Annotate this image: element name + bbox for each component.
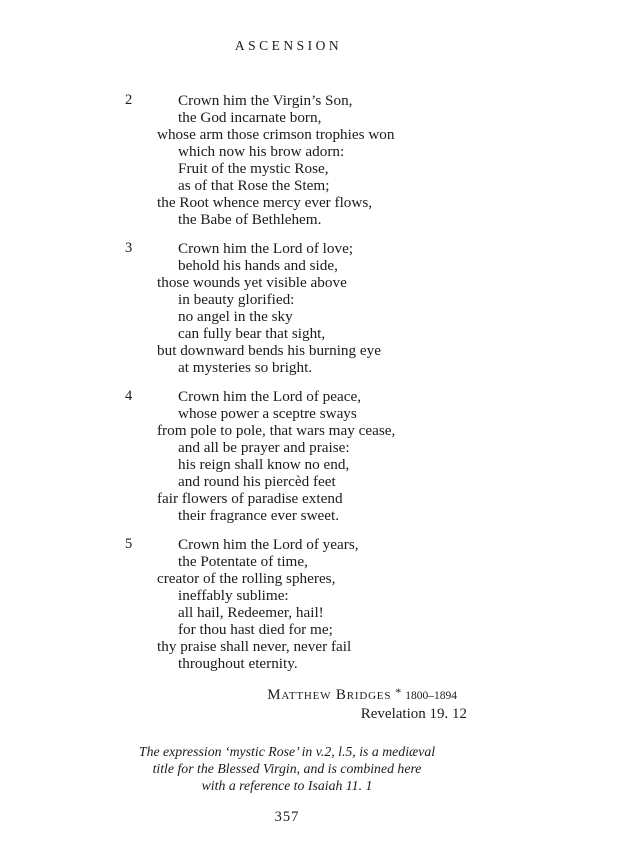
verse-line: at mysteries so bright.: [178, 359, 313, 376]
verse-line: the Babe of Bethlehem.: [178, 211, 322, 228]
verse-line: can fully bear that sight,: [178, 325, 326, 342]
verse-lines: [157, 536, 477, 672]
verse-lines: [157, 388, 477, 524]
attribution: [97, 684, 477, 723]
verse-line: ineffably sublime:: [178, 587, 289, 604]
note-line: The expression ‘mystic Rose’ in v.2, l.5, is a mediæval: [138, 744, 436, 759]
footnote-asterisk: *: [395, 685, 402, 699]
section-heading: ASCENSION: [234, 38, 343, 53]
author-name: Matthew Bridges: [267, 687, 392, 703]
verse-line: Fruit of the mystic Rose,: [178, 160, 329, 177]
verse-line: all hail, Redeemer, hail!: [178, 604, 324, 621]
hymn-verse: [97, 240, 477, 376]
verse-line: fair flowers of paradise extend: [157, 490, 343, 507]
note-line: with a reference to Isaiah 11. 1: [201, 778, 373, 793]
verse-line: Crown him the Lord of years,: [178, 536, 359, 553]
verse-line: Crown him the Virgin’s Son,: [178, 92, 353, 109]
verse-line: throughout eternity.: [178, 655, 298, 672]
verse-line: whose arm those crimson trophies won: [157, 126, 395, 143]
verse-line: the Root whence mercy ever flows,: [157, 194, 373, 211]
verse-line: as of that Rose the Stem;: [178, 177, 330, 194]
verse-number: 3: [125, 240, 133, 256]
note-line: title for the Blessed Virgin, and is combined here: [152, 761, 422, 776]
verse-line: creator of the rolling spheres,: [157, 570, 336, 587]
verse-line: no angel in the sky: [178, 308, 293, 325]
verse-line: their fragrance ever sweet.: [178, 507, 340, 524]
verse-line: from pole to pole, that wars may cease,: [157, 422, 396, 439]
verse-line: but downward bends his burning eye: [157, 342, 381, 359]
editorial-note: [97, 743, 477, 794]
verse-line: thy praise shall never, never fail: [157, 638, 352, 655]
verse-list: [97, 92, 477, 672]
scripture-reference: Revelation 19. 12: [360, 706, 467, 722]
verse-lines: [157, 240, 477, 376]
page-content: [97, 0, 477, 826]
author-line: [97, 684, 477, 705]
verse-line: whose power a sceptre sways: [178, 405, 357, 422]
verse-line: the God incarnate born,: [178, 109, 322, 126]
hymn-verse: [97, 536, 477, 672]
author-dates: 1800–1894: [405, 690, 457, 702]
verse-line: Crown him the Lord of peace,: [178, 388, 362, 405]
verse-number: 4: [125, 388, 133, 404]
verse-line: the Potentate of time,: [178, 553, 308, 570]
verse-line: which now his brow adorn:: [178, 143, 345, 160]
verse-line: and round his piercèd feet: [178, 473, 336, 490]
verse-line: and all be prayer and praise:: [178, 439, 350, 456]
verse-lines: [157, 92, 477, 228]
hymn-verse: [97, 92, 477, 228]
verse-line: for thou hast died for me;: [178, 621, 333, 638]
page-number: 357: [274, 809, 300, 825]
verse-line: behold his hands and side,: [178, 257, 338, 274]
verse-line: his reign shall know no end,: [178, 456, 350, 473]
verse-line: those wounds yet visible above: [157, 274, 347, 291]
verse-number: 2: [125, 92, 133, 108]
verse-line: in beauty glorified:: [178, 291, 295, 308]
verse-number: 5: [125, 536, 133, 552]
hymn-verse: [97, 388, 477, 524]
verse-line: Crown him the Lord of love;: [178, 240, 354, 257]
